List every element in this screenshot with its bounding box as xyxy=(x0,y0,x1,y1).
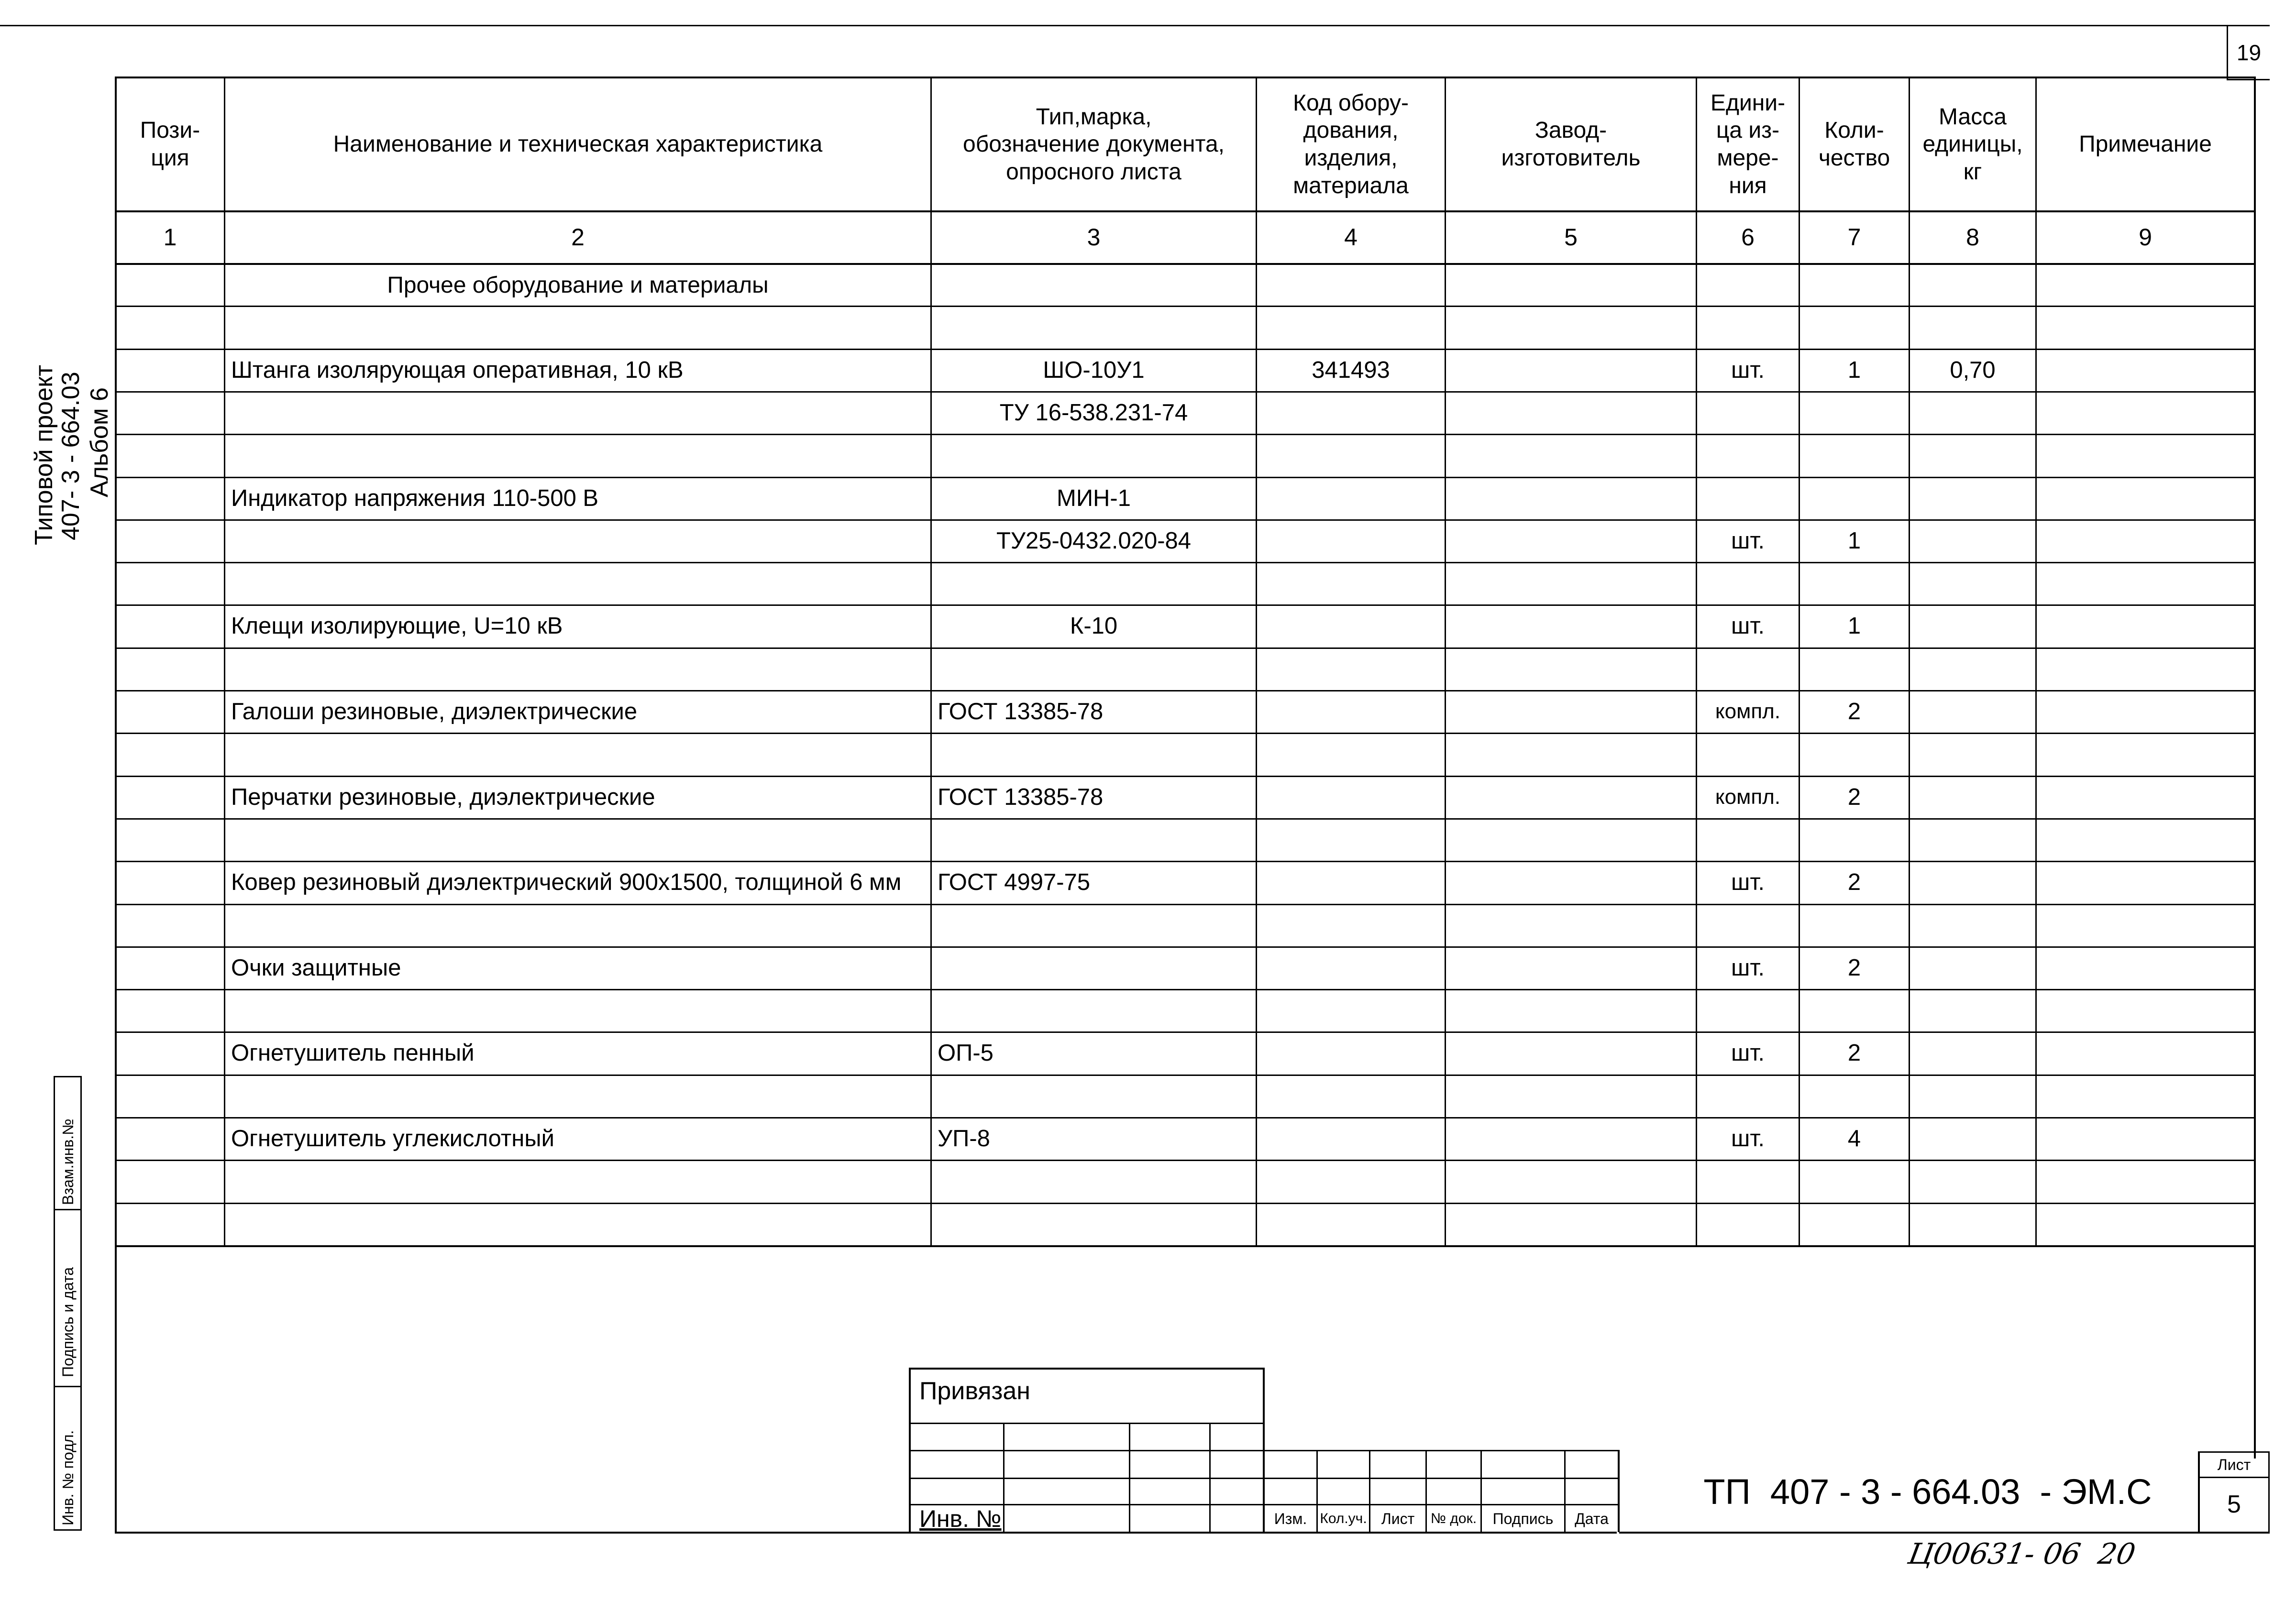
row-2-col-2: Штанга изолярующая оперативная, 10 кВ xyxy=(231,357,684,384)
stamp-vzam: Взам.инв.№ xyxy=(59,1119,77,1205)
side-album: Альбом 6 xyxy=(86,387,113,497)
row-8-col-7: 1 xyxy=(1847,613,1861,639)
row-6-col-6: шт. xyxy=(1731,528,1765,554)
row-8-col-6: шт. xyxy=(1731,613,1765,639)
row-16-col-7: 2 xyxy=(1847,955,1861,981)
row-8-col-3: К-10 xyxy=(1070,613,1118,639)
side-project-line2: 407- 3 - 664.03 xyxy=(57,372,85,540)
row-10-col-6: компл. xyxy=(1715,700,1781,724)
row-2-col-8: 0,70 xyxy=(1950,357,1996,384)
row-12-col-3: ГОСТ 13385-78 xyxy=(938,784,1104,811)
column-number-2: 2 xyxy=(571,224,585,251)
row-10-col-3: ГОСТ 13385-78 xyxy=(938,699,1104,725)
row-14-col-3: ГОСТ 4997-75 xyxy=(938,869,1091,896)
izm-label: Изм. xyxy=(1274,1510,1307,1527)
row-18-col-3: ОП-5 xyxy=(938,1040,993,1066)
sheet-label: Лист xyxy=(2217,1456,2251,1473)
row-18-col-7: 2 xyxy=(1847,1040,1861,1066)
row-10-col-7: 2 xyxy=(1847,699,1861,725)
row-20-col-6: шт. xyxy=(1731,1126,1765,1152)
list-label: Лист xyxy=(1381,1510,1415,1527)
stamp-inv: Инв. № подл. xyxy=(59,1430,77,1525)
row-12-col-6: компл. xyxy=(1715,785,1781,809)
handwritten-archive-number: Ц00631- 06 20 xyxy=(1905,1537,2138,1571)
data-label: Дата xyxy=(1575,1510,1609,1527)
row-6-col-3: ТУ25-0432.020-84 xyxy=(996,528,1192,554)
row-6-col-7: 1 xyxy=(1847,528,1861,554)
column-number-7: 7 xyxy=(1847,224,1861,251)
row-14-col-6: шт. xyxy=(1731,869,1765,896)
document-designation: ТП 407 - 3 - 664.03 - ЭМ.С xyxy=(1703,1472,2152,1512)
stamp-podpis: Подпись и дата xyxy=(59,1267,77,1377)
row-18-col-6: шт. xyxy=(1731,1040,1765,1066)
column-header-1: Пози- ция xyxy=(140,118,200,171)
row-16-col-6: шт. xyxy=(1731,955,1765,981)
column-number-9: 9 xyxy=(2139,224,2152,251)
row-20-col-7: 4 xyxy=(1847,1126,1861,1152)
row-3-col-3: ТУ 16-538.231-74 xyxy=(999,400,1188,426)
column-number-5: 5 xyxy=(1564,224,1578,251)
row-8-col-2: Клещи изолирующие, U=10 кВ xyxy=(231,613,563,639)
section-title: Прочее оборудование и материалы xyxy=(387,272,769,298)
column-number-1: 1 xyxy=(163,224,177,251)
row-10-col-2: Галоши резиновые, диэлектрические xyxy=(231,699,638,725)
doc-no-label: № док. xyxy=(1430,1510,1477,1526)
column-number-8: 8 xyxy=(1966,224,1979,251)
page-number: 19 xyxy=(2236,40,2262,65)
row-5-col-3: МИН-1 xyxy=(1057,485,1131,512)
column-header-8: Масса единицы, кг xyxy=(1922,104,2023,185)
row-14-col-2: Ковер резиновый диэлектрический 900х1500, толщиной 6 мм xyxy=(231,869,902,896)
row-14-col-7: 2 xyxy=(1847,869,1861,896)
row-2-col-7: 1 xyxy=(1847,357,1861,384)
row-2-col-6: шт. xyxy=(1731,357,1765,384)
side-project-line1: Типовой проект xyxy=(30,364,58,545)
row-2-col-4: 341493 xyxy=(1312,357,1390,384)
column-number-3: 3 xyxy=(1087,224,1101,251)
column-header-9: Примечание xyxy=(2079,132,2212,157)
kol-uch-label: Кол.уч. xyxy=(1320,1510,1367,1526)
column-header-3: Тип,марка, обозначение документа, опросного листа xyxy=(963,104,1225,185)
column-header-4: Код обору- дования, изделия, материала xyxy=(1293,90,1409,198)
row-18-col-2: Огнетушитель пенный xyxy=(231,1040,475,1066)
privyazan-label: Привязан xyxy=(919,1377,1031,1405)
inv-no-label: Инв. № xyxy=(919,1505,1002,1533)
column-header-7: Коли- чество xyxy=(1818,118,1890,171)
row-12-col-7: 2 xyxy=(1847,784,1861,811)
column-number-4: 4 xyxy=(1344,224,1358,251)
row-20-col-3: УП-8 xyxy=(938,1126,990,1152)
row-20-col-2: Огнетушитель углекислотный xyxy=(231,1126,554,1152)
row-5-col-2: Индикатор напряжения 110-500 В xyxy=(231,485,599,512)
row-12-col-2: Перчатки резиновые, диэлектрические xyxy=(231,784,655,811)
row-2-col-3: ШО-10У1 xyxy=(1043,357,1145,384)
row-16-col-2: Очки защитные xyxy=(231,955,401,981)
podpis-label: Подпись xyxy=(1492,1510,1554,1527)
column-header-6: Едини- ца из- мере- ния xyxy=(1710,90,1786,198)
column-header-2: Наименование и техническая характеристика xyxy=(333,132,823,157)
column-number-6: 6 xyxy=(1741,224,1755,251)
sheet-number: 5 xyxy=(2227,1491,2241,1519)
column-header-5: Завод- изготовитель xyxy=(1501,118,1641,171)
